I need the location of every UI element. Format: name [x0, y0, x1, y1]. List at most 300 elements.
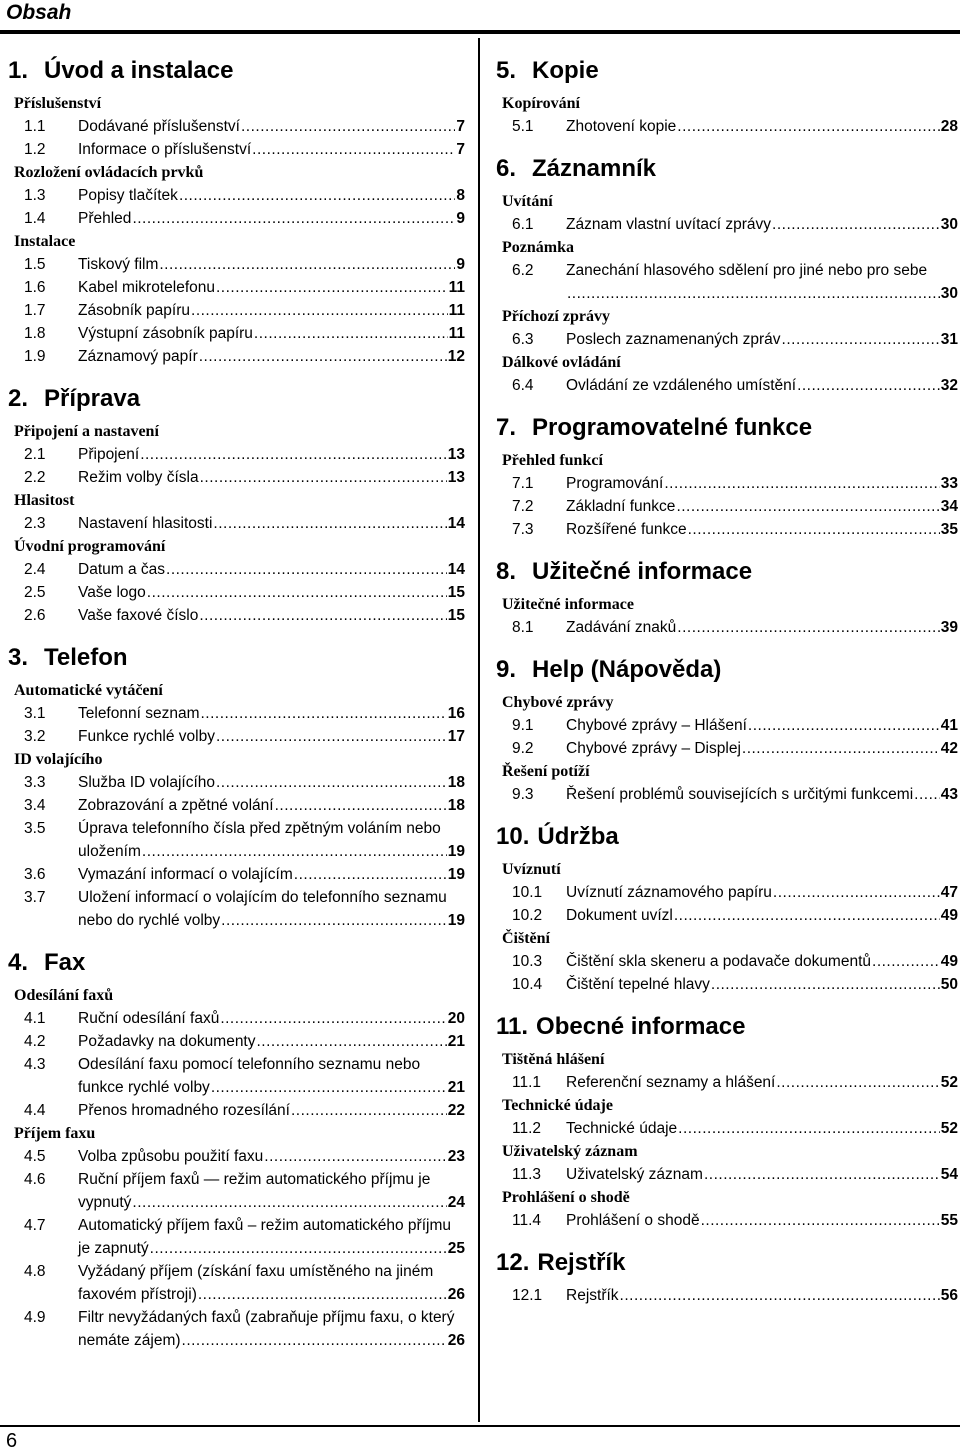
chapter-number: 7. [496, 414, 517, 441]
toc-page-number: 22 [447, 1102, 465, 1119]
toc-page-number: 47 [940, 884, 958, 901]
toc-entry-number: 1.7 [24, 302, 46, 319]
header-rule [0, 30, 960, 34]
toc-entry-text [78, 1053, 465, 1099]
toc-entry-number: 11.4 [512, 1212, 542, 1229]
chapter-heading [496, 1250, 958, 1276]
dot-leader [201, 702, 447, 725]
toc-entry[interactable] [496, 904, 958, 927]
toc-entry[interactable] [496, 714, 958, 737]
dot-leader [275, 794, 447, 817]
toc-entry[interactable] [8, 817, 465, 863]
toc-chapter-section [8, 386, 465, 627]
toc-page-number: 52 [940, 1120, 958, 1137]
toc-entry-title: Přehled [78, 210, 132, 227]
toc-entry-number: 4.6 [24, 1171, 46, 1188]
toc-entry-number: 9.2 [512, 740, 534, 757]
toc-entry-number: 7.3 [512, 521, 534, 538]
chapter-heading [496, 58, 958, 84]
toc-entry[interactable] [8, 702, 465, 725]
toc-entry-line [78, 138, 465, 161]
toc-entry-text [78, 443, 465, 466]
dot-leader [159, 253, 455, 276]
dot-leader [220, 1007, 446, 1030]
toc-entry[interactable] [496, 518, 958, 541]
dot-leader [688, 518, 940, 541]
toc-entry[interactable] [8, 771, 465, 794]
toc-entry-text [78, 299, 465, 322]
toc-page-number: 12 [447, 348, 465, 365]
toc-entry-title: Uživatelský záznam [566, 1166, 703, 1183]
toc-entry-number: 4.5 [24, 1148, 46, 1165]
toc-page-number: 20 [447, 1010, 465, 1027]
toc-page-number: 39 [940, 619, 958, 636]
toc-entry-title: Datum a čas [78, 561, 166, 578]
toc-group-label: Kopírování [502, 95, 580, 112]
toc-group-label: Poznámka [502, 239, 574, 256]
toc-entry-text [566, 518, 958, 541]
chapter-title: Kopie [532, 57, 599, 84]
toc-entry-line [78, 1030, 465, 1053]
chapter-heading [8, 386, 465, 412]
chapter-number: 6. [496, 155, 517, 182]
toc-left-column [8, 58, 465, 1370]
toc-page-number: 13 [447, 446, 465, 463]
toc-group-label: Technické údaje [502, 1097, 613, 1114]
toc-group-label: Příchozí zprávy [502, 308, 610, 325]
dot-leader [213, 512, 446, 535]
toc-entry-title: Uvíznutí záznamového papíru [566, 884, 772, 901]
toc-entry[interactable] [496, 973, 958, 996]
toc-entry-number: 12.1 [512, 1287, 543, 1304]
toc-entry-number: 11.3 [512, 1166, 542, 1183]
toc-entry[interactable] [8, 886, 465, 932]
toc-entry[interactable] [496, 495, 958, 518]
toc-entry-text [566, 328, 958, 351]
dot-leader [773, 881, 940, 904]
toc-page-number: 14 [447, 561, 465, 578]
toc-entry-title: Chybové zprávy – Displej [566, 740, 741, 757]
toc-chapter-section [496, 1014, 958, 1232]
toc-entry-text [78, 702, 465, 725]
toc-group-label: Řešení potíží [502, 763, 590, 780]
toc-entry[interactable] [8, 1053, 465, 1099]
page-title: Obsah [6, 1, 72, 24]
toc-entry-title: Vymazání informací o volajícím [78, 866, 293, 883]
toc-entry-number: 1.5 [24, 256, 46, 273]
dot-leader [291, 1099, 447, 1122]
toc-entry[interactable] [8, 322, 465, 345]
toc-entry-title: Ruční odesílání faxů [78, 1010, 220, 1027]
toc-entry-title: Řešení problémů souvisejících s určitými funkcemi [566, 786, 914, 803]
toc-entry[interactable] [8, 345, 465, 368]
dot-leader [748, 714, 940, 737]
chapter-title: Užitečné informace [532, 558, 753, 585]
toc-entry-line [78, 322, 465, 345]
dot-leader [132, 207, 455, 230]
toc-entry-text [78, 1145, 465, 1168]
toc-entry[interactable] [8, 115, 465, 138]
toc-entry-title: Odesílání faxu pomocí telefonního seznamu nebo [78, 1056, 421, 1073]
toc-entry-text [566, 881, 958, 904]
chapter-number: 12. [496, 1249, 530, 1276]
toc-entry-text [566, 495, 958, 518]
toc-entry-title: Dodávané příslušenství [78, 118, 240, 135]
toc-entry-number: 10.4 [512, 976, 543, 993]
chapter-heading [496, 559, 958, 585]
dot-leader [294, 863, 447, 886]
toc-entry-number: 4.1 [24, 1010, 46, 1027]
toc-chapter-section [496, 58, 958, 138]
toc-entry-title: Základní funkce [566, 498, 676, 515]
toc-page-number: 25 [447, 1240, 465, 1257]
toc-entry-line [78, 1053, 465, 1076]
toc-entry-line [78, 1214, 465, 1237]
toc-entry-title: Úprava telefonního čísla před zpětným voláním nebo [78, 820, 441, 837]
toc-entry-title: Kabel mikrotelefonu [78, 279, 215, 296]
toc-entry-text [78, 115, 465, 138]
dot-leader [142, 840, 447, 863]
toc-entry-line [78, 771, 465, 794]
toc-entry[interactable] [8, 1145, 465, 1168]
toc-page-number: 43 [940, 786, 958, 803]
toc-entry-text [78, 138, 465, 161]
toc-entry-line [78, 512, 465, 535]
toc-entry-line [78, 1145, 465, 1168]
toc-entry-line [78, 276, 465, 299]
toc-entry[interactable] [8, 299, 465, 322]
toc-entry-line [78, 1329, 465, 1352]
dot-leader [166, 558, 447, 581]
toc-entry-text [566, 213, 958, 236]
toc-entry-text [78, 1260, 465, 1306]
toc-group-label: Hlasitost [14, 492, 75, 509]
toc-entry[interactable] [8, 466, 465, 489]
toc-entry[interactable] [8, 253, 465, 276]
toc-entry-number: 10.2 [512, 907, 543, 924]
toc-page-number: 28 [940, 118, 958, 135]
toc-chapter-section [496, 559, 958, 639]
toc-entry-text [78, 771, 465, 794]
toc-chapter-section [496, 415, 958, 541]
toc-entry-line [78, 604, 465, 627]
toc-chapter-section [496, 156, 958, 397]
toc-entry-line [566, 973, 958, 996]
toc-entry-title: Rozšířené funkce [566, 521, 687, 538]
toc-entry[interactable] [496, 783, 958, 806]
toc-entry-text [78, 512, 465, 535]
dot-leader [179, 184, 455, 207]
toc-page-number: 19 [447, 866, 465, 883]
toc-entry-title: Volba způsobu použití faxu [78, 1148, 264, 1165]
chapter-number: 1. [8, 57, 29, 84]
toc-entry-line [566, 115, 958, 138]
toc-entry[interactable] [8, 604, 465, 627]
toc-entry-number: 9.1 [512, 717, 534, 734]
toc-entry-line [78, 345, 465, 368]
toc-entry[interactable] [8, 138, 465, 161]
toc-entry[interactable] [8, 443, 465, 466]
toc-chapter-section [8, 645, 465, 932]
toc-entry[interactable] [496, 737, 958, 760]
toc-entry[interactable] [496, 950, 958, 973]
toc-entry-title: Filtr nevyžádaných faxů (zabraňuje příjmu faxu, o který [78, 1309, 455, 1326]
dot-leader [199, 604, 446, 627]
toc-entry-text [566, 904, 958, 927]
toc-entry-text [78, 558, 465, 581]
toc-entry-text [78, 1030, 465, 1053]
toc-entry-title: Ovládání ze vzdáleného umístění [566, 377, 797, 394]
toc-entry-line [566, 881, 958, 904]
toc-entry[interactable] [496, 1117, 958, 1140]
toc-entry[interactable] [8, 725, 465, 748]
toc-page-number: 26 [447, 1332, 465, 1349]
toc-entry-number: 11.1 [512, 1074, 542, 1091]
toc-entry-text [78, 322, 465, 345]
toc-entry-line [566, 1163, 958, 1186]
toc-entry[interactable] [496, 472, 958, 495]
toc-entry[interactable] [8, 1007, 465, 1030]
toc-entry-text [566, 737, 958, 760]
toc-page-number: 15 [447, 607, 465, 624]
toc-entry-title: Popisy tlačítek [78, 187, 178, 204]
toc-entry-line [78, 299, 465, 322]
dot-leader [254, 322, 448, 345]
toc-entry[interactable] [8, 276, 465, 299]
toc-entry[interactable] [8, 1030, 465, 1053]
toc-page-number: 41 [940, 717, 958, 734]
toc-group-label: Uvítání [502, 193, 553, 210]
toc-entry-title: faxovém přístroji) [78, 1286, 197, 1303]
toc-page-number: 30 [940, 285, 958, 302]
toc-entry[interactable] [496, 328, 958, 351]
chapter-number: 4. [8, 949, 29, 976]
dot-leader [257, 1030, 447, 1053]
toc-entry-number: 2.6 [24, 607, 46, 624]
toc-entry-title: Technické údaje [566, 1120, 678, 1137]
toc-entry-title: Výstupní zásobník papíru [78, 325, 253, 342]
toc-page-number: 17 [447, 728, 465, 745]
toc-entry[interactable] [8, 184, 465, 207]
toc-entry-text [78, 794, 465, 817]
dot-leader [182, 1329, 447, 1352]
chapter-title: Rejstřík [537, 1249, 626, 1276]
toc-entry[interactable] [496, 1071, 958, 1094]
toc-entry-line [78, 558, 465, 581]
toc-entry-number: 6.4 [512, 377, 534, 394]
dot-leader [132, 1191, 446, 1214]
toc-entry-text [566, 1284, 958, 1307]
toc-entry-number: 2.3 [24, 515, 46, 532]
chapter-number: 8. [496, 558, 517, 585]
toc-entry-title: nemáte zájem) [78, 1332, 181, 1349]
toc-entry[interactable] [496, 374, 958, 397]
toc-entry-number: 7.1 [512, 475, 534, 492]
toc-page-number: 33 [940, 475, 958, 492]
toc-entry[interactable] [8, 1214, 465, 1260]
toc-entry-title: vypnutý [78, 1194, 132, 1211]
toc-entry-line [566, 783, 958, 806]
toc-entry-title: Služba ID volajícího [78, 774, 215, 791]
toc-entry-text [78, 253, 465, 276]
toc-entry-line [78, 794, 465, 817]
toc-entry-title: Požadavky na dokumenty [78, 1033, 256, 1050]
dot-leader [676, 495, 939, 518]
toc-entry[interactable] [496, 881, 958, 904]
toc-page-number: 11 [448, 325, 465, 342]
toc-entry[interactable] [8, 1099, 465, 1122]
chapter-heading [496, 657, 958, 683]
toc-entry-text [78, 466, 465, 489]
toc-page-number: 32 [940, 377, 958, 394]
toc-entry-line [566, 1117, 958, 1140]
toc-entry[interactable] [8, 1260, 465, 1306]
toc-entry[interactable] [8, 512, 465, 535]
toc-page-number: 31 [940, 331, 958, 348]
chapter-title: Záznamník [532, 155, 657, 182]
toc-entry-number: 4.2 [24, 1033, 46, 1050]
toc-entry[interactable] [496, 115, 958, 138]
toc-entry-number: 1.3 [24, 187, 46, 204]
toc-page-number: 35 [940, 521, 958, 538]
toc-page-number: 21 [447, 1079, 465, 1096]
toc-entry-number: 3.4 [24, 797, 46, 814]
dot-leader [200, 466, 447, 489]
toc-entry-text [566, 783, 958, 806]
toc-group-label: Uživatelský záznam [502, 1143, 638, 1160]
toc-entry-line [78, 1237, 465, 1260]
dot-leader [140, 443, 447, 466]
toc-page-number: 55 [940, 1212, 958, 1229]
chapter-heading [496, 824, 958, 850]
toc-entry-line [78, 1168, 465, 1191]
toc-entry-number: 7.2 [512, 498, 534, 515]
toc-entry[interactable] [8, 1306, 465, 1352]
toc-entry-title: Záznam vlastní uvítací zprávy [566, 216, 772, 233]
toc-page-number: 24 [447, 1194, 465, 1211]
toc-entry[interactable] [496, 213, 958, 236]
dot-leader [782, 328, 940, 351]
toc-entry[interactable] [496, 1163, 958, 1186]
toc-entry-number: 3.2 [24, 728, 46, 745]
dot-leader [677, 115, 939, 138]
toc-entry[interactable] [8, 863, 465, 886]
chapter-title: Help (Nápověda) [532, 656, 722, 683]
chapter-number: 9. [496, 656, 517, 683]
chapter-title: Údržba [537, 823, 619, 850]
toc-entry-number: 6.3 [512, 331, 534, 348]
toc-entry-line [566, 472, 958, 495]
toc-group-label: Připojení a nastavení [14, 423, 159, 440]
toc-entry-line [566, 374, 958, 397]
toc-entry-title: uložením [78, 843, 141, 860]
chapter-heading [496, 415, 958, 441]
chapter-heading [496, 1014, 958, 1040]
toc-entry-line [78, 443, 465, 466]
toc-entry-line [566, 616, 958, 639]
toc-entry-line [78, 886, 465, 909]
toc-entry-line [78, 817, 465, 840]
footer-rule [0, 1425, 960, 1427]
dot-leader [241, 115, 455, 138]
chapter-title: Příprava [44, 385, 141, 412]
toc-entry-number: 4.8 [24, 1263, 46, 1280]
toc-entry-title: Informace o příslušenství [78, 141, 252, 158]
toc-entry-number: 1.8 [24, 325, 46, 342]
toc-entry-text [566, 973, 958, 996]
dot-leader [211, 1076, 447, 1099]
toc-entry-text [78, 1214, 465, 1260]
toc-group-label: Úvodní programování [14, 538, 166, 555]
toc-entry-text [78, 1306, 465, 1352]
toc-entry-title: Zanechání hlasového sdělení pro jiné nebo pro sebe [566, 262, 928, 279]
toc-page-number: 15 [447, 584, 465, 601]
toc-entry[interactable] [496, 616, 958, 639]
toc-entry[interactable] [8, 581, 465, 604]
toc-page-number: 49 [940, 907, 958, 924]
toc-right-column [496, 58, 958, 1325]
toc-group-label: Užitečné informace [502, 596, 634, 613]
toc-entry-text [78, 817, 465, 863]
toc-entry-text [78, 604, 465, 627]
toc-page-number: 7 [456, 118, 465, 135]
chapter-title: Fax [44, 949, 86, 976]
toc-page-number: 13 [447, 469, 465, 486]
toc-entry-title: Připojení [78, 446, 140, 463]
toc-entry-number: 6.2 [512, 262, 534, 279]
dot-leader [677, 616, 939, 639]
dot-leader [150, 1237, 447, 1260]
toc-entry[interactable] [496, 1284, 958, 1307]
toc-page-number: 9 [456, 256, 465, 273]
toc-entry-line [566, 904, 958, 927]
toc-entry-line [566, 950, 958, 973]
toc-entry-title: Čištění skla skeneru a podavače dokumentů [566, 953, 872, 970]
toc-entry-title: Prohlášení o shodě [566, 1212, 700, 1229]
toc-entry[interactable] [8, 1168, 465, 1214]
toc-page-number: 49 [940, 953, 958, 970]
toc-entry-line [78, 581, 465, 604]
toc-entry-number: 5.1 [512, 118, 534, 135]
toc-entry-title: Ruční příjem faxů — režim automatického příjmu je [78, 1171, 431, 1188]
toc-entry[interactable] [496, 259, 958, 305]
toc-group-label: Rozložení ovládacích prvků [14, 164, 204, 181]
toc-entry-text [78, 1168, 465, 1214]
toc-entry-title: Rejstřík [566, 1287, 619, 1304]
toc-entry-text [78, 863, 465, 886]
chapter-number: 2. [8, 385, 29, 412]
toc-entry-text [566, 1163, 958, 1186]
dot-leader [264, 1145, 446, 1168]
chapter-heading [8, 950, 465, 976]
toc-entry-line [78, 840, 465, 863]
toc-entry[interactable] [8, 558, 465, 581]
toc-entry[interactable] [496, 1209, 958, 1232]
toc-entry-title: Dokument uvízl [566, 907, 673, 924]
toc-group-label: Odesílání faxů [14, 987, 114, 1004]
toc-entry[interactable] [8, 794, 465, 817]
toc-entry-number: 11.2 [512, 1120, 542, 1137]
toc-entry-text [566, 115, 958, 138]
toc-page-number: 19 [447, 843, 465, 860]
toc-entry-title: Přenos hromadného rozesílání [78, 1102, 290, 1119]
toc-entry-line [78, 909, 465, 932]
toc-page-number: 26 [447, 1286, 465, 1303]
toc-entry-line [78, 466, 465, 489]
toc-entry[interactable] [8, 207, 465, 230]
toc-page-number: 18 [447, 797, 465, 814]
toc-entry-text [566, 472, 958, 495]
